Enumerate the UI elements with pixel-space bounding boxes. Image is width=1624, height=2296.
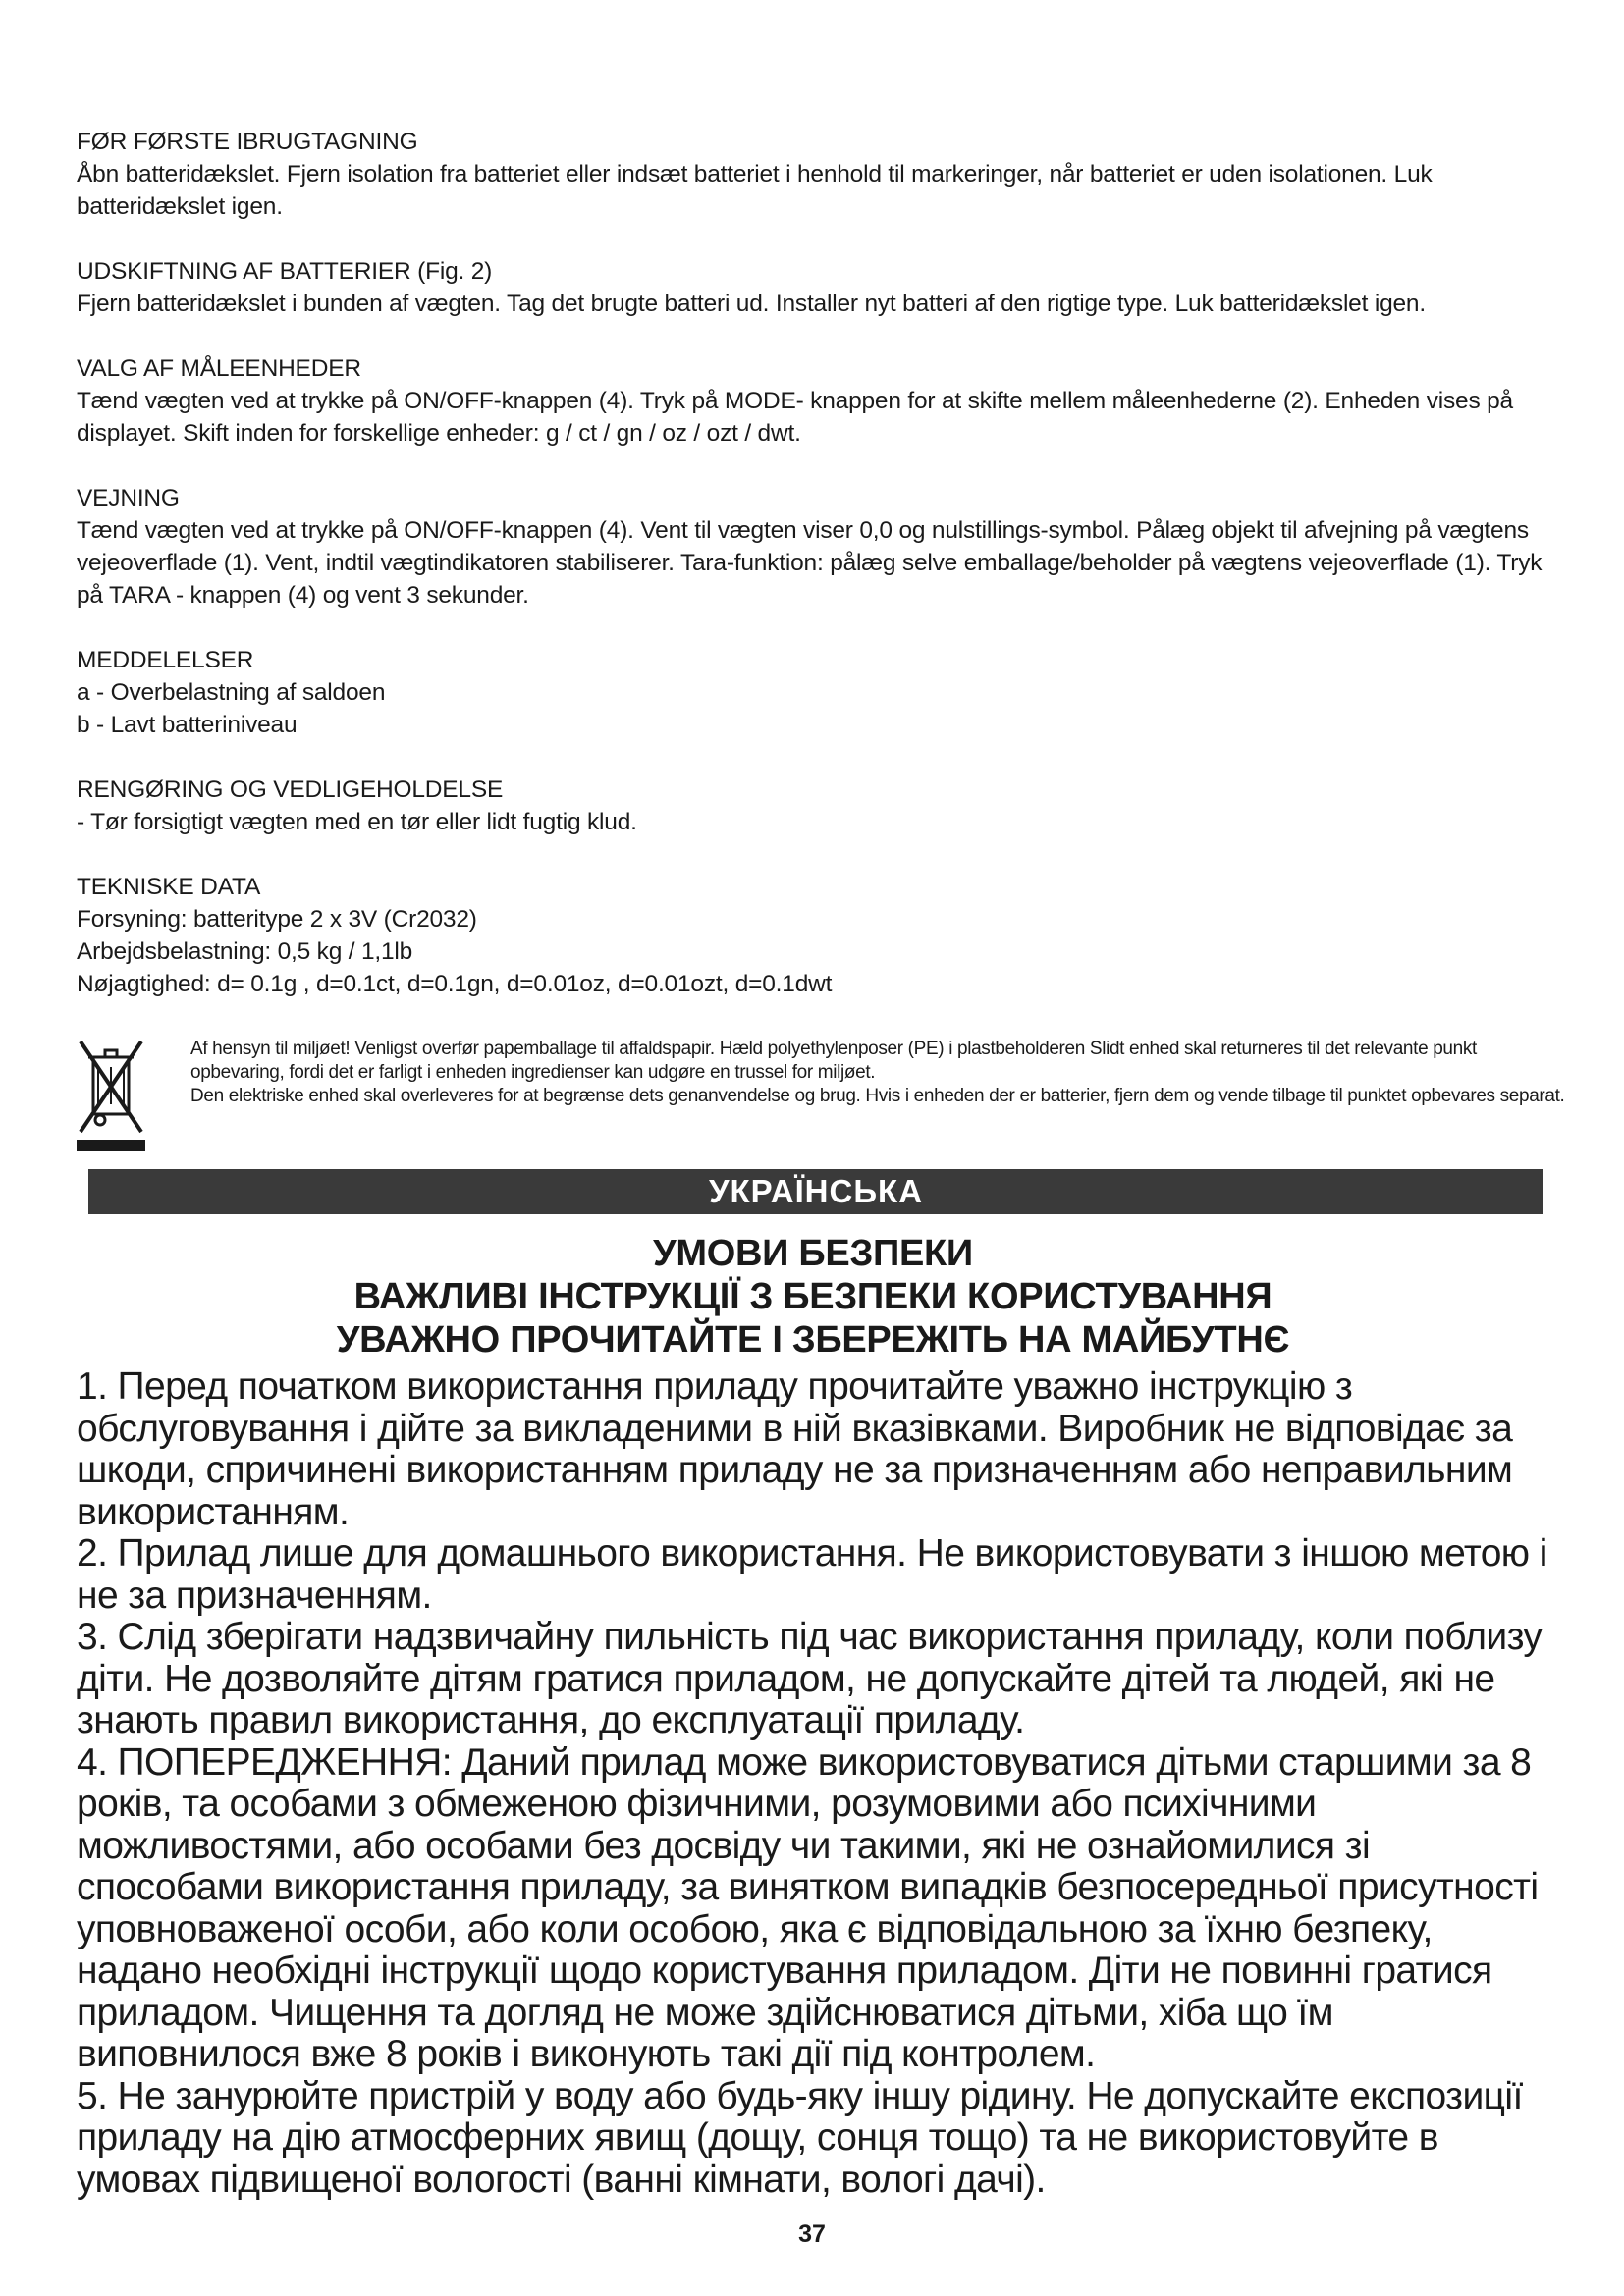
section-heading: VALG AF MÅLEENHEDER [77,355,361,382]
section-first-use [77,126,1559,223]
section-messages [77,644,1559,741]
section-text: Arbejdsbelastning: 0,5 kg / 1,1lb [77,938,413,965]
safety-subtitle: УВАЖНО ПРОЧИТАЙТЕ І ЗБЕРЕЖІТЬ НА МАЙБУТНЄ [336,1319,1290,1361]
section-heading: RENGØRING OG VEDLIGEHOLDELSE [77,776,504,803]
section-heading: MEDDELELSER [77,647,254,673]
section-text: Nøjagtighed: d= 0.1g , d=0.1ct, d=0.1gn, d=0.01oz, d=0.01ozt, d=0.1dwt [77,971,833,997]
safety-titles [77,1232,1549,1362]
safety-title: УМОВИ БЕЗПЕКИ [653,1233,973,1274]
page-number: 37 [798,2220,826,2248]
section-text: Forsyning: batteritype 2 x 3V (Cr2032) [77,906,477,933]
danish-instructions [77,126,1559,1000]
weee-paragraph: Den elektriske enhed skal overleveres for at begrænse dets genanvendelse og brug. Hvis i enheden der er batterier, fjern dem og vende tilbage til punktet opbevares separat. [190,1086,1565,1106]
section-technical-data [77,871,1559,1000]
section-heading: FØR FØRSTE IBRUGTAGNING [77,129,418,155]
list-item: 4. ПОПЕРЕДЖЕННЯ: Даний прилад може використовуватися дітьми старшими за 8 років, та особами з обмеженою фізичними, розумовими або психічними можливостями, або особами без досвіду чи такими, які не ознайомилися зі способами використання приладу, за винятком випадків безпосередньої присутності уповноваженої особи, або коли особою, яка є відповідальною за їхню безпеку, надано необхідні інструкції щодо користування приладом. Діти не повинні гратися приладом. Чищення та догляд не може здійснюватися дітьми, хіба що їм виповнилося вже 8 років і виконують такі дії під контролем. [77,1740,1539,2075]
section-heading: VEJNING [77,485,180,511]
section-text: a - Overbelastning af saldoen [77,679,386,706]
list-item: 3. Слід зберігати надзвичайну пильність під час використання приладу, коли поблизу діти. Не дозволяйте дітям гратися приладом, не допускайте дітей та людей, які не знають правил використання, до експлуатації приладу. [77,1616,1543,1741]
section-cleaning [77,774,1559,838]
section-units [77,352,1559,450]
safety-subtitle: ВАЖЛИВІ ІНСТРУКЦІЇ З БЕЗПЕКИ КОРИСТУВАННЯ [353,1276,1272,1317]
list-item: 5. Не занурюйте пристрій у воду або будь-яку іншу рідину. Не допускайте експозиції приладу на дію атмосферних явищ (дощу, сонця тощо) та не використовуйте в умовах підвищеної вологості (ванні кімнати, вологі дачі). [77,2074,1523,2201]
section-text: Tænd vægten ved at trykke på ON/OFF-knappen (4). Tryk på MODE- knappen for at skifte mellem måleenhederne (2). Enheden vises på displayet. Skift inden for forskellige enheder: g / ct / gn / oz / ozt / dwt. [77,388,1513,447]
crossed-out-wheelie-bin-icon [77,1036,145,1153]
list-item: 1. Перед початком використання приладу прочитайте уважно інструкцію з обслуговування і дійте за викладеними в ній вказівками. Виробник не відповідає за шкоди, спричинені використанням приладу не за призначенням або неправильним використанням. [77,1365,1513,1533]
weee-notice [77,1036,1565,1158]
section-battery-replacement [77,255,1559,320]
section-text: Tænd vægten ved at trykke på ON/OFF-knappen (4). Vent til vægten viser 0,0 og nulstillings-symbol. Pålæg objekt til afvejning på vægtens vejeoverflade (1). Vent, indtil vægtindikatoren stabiliserer. Tara-funktion: pålæg selve emballage/beholder på vægtens vejeoverflade (1). Tryk på TARA - knappen (4) og vent 3 sekunder. [77,517,1543,609]
weee-paragraph: Af hensyn til miljøet! Venligst overfør papemballage til affaldspapir. Hæld polyethylenposer (PE) i plastbeholderen Slidt enhed skal returneres til det relevante punkt opbevaring, fordi det er farligt i enheden ingredienser kan udgøre en trussel for miljøet. [190,1039,1477,1083]
section-text: b - Lavt batteriniveau [77,712,298,738]
section-heading: TEKNISKE DATA [77,874,261,900]
section-text: Åbn batteridækslet. Fjern isolation fra batteriet eller indsæt batteriet i henhold til markeringer, når batteriet er uden isolationen. Luk batteridækslet igen. [77,161,1433,220]
weee-text [190,1038,1565,1108]
language-section-bar: УКРАЇНСЬКА [88,1169,1543,1214]
ukrainian-safety-list [77,1366,1559,2201]
section-weighing [77,482,1559,612]
section-heading: UDSKIFTNING AF BATTERIER (Fig. 2) [77,258,493,285]
list-item: 2. Прилад лише для домашнього використання. Не використовувати з іншою метою і не за призначенням. [77,1532,1547,1617]
section-text: - Tør forsigtigt vægten med en tør eller lidt fugtig klud. [77,809,637,835]
section-text: Fjern batteridækslet i bunden af vægten. Tag det brugte batteri ud. Installer nyt batteri af den rigtige type. Luk batteridækslet igen. [77,291,1426,317]
